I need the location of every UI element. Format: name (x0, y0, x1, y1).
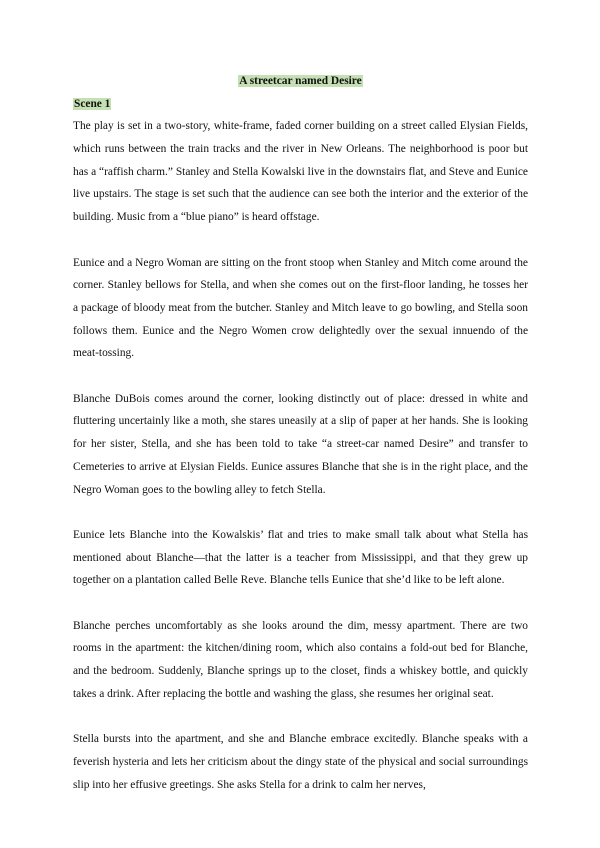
paragraph: Blanche perches uncomfortably as she looks around the dim, messy apartment. There are two rooms in the apartment: the kitchen/dining room, which also contains a fold-out bed for Blanche, and the bedroom. Suddenly, Blanche springs up to the closet, finds a whiskey bottle, and quickly takes a drink. After replacing the bottle and washing the glass, she resumes her original seat. (73, 619, 528, 700)
paragraph: Eunice and a Negro Woman are sitting on the front stoop when Stanley and Mitch come around the corner. Stanley bellows for Stella, and when she comes out on the first-floor landing, he tosses her a package of bloody meat from the butcher. Stanley and Mitch leave to go bowling, and Stella soon follows them. Eunice and the Negro Women crow delightedly over the sexual innuendo of the meat-tossing. (73, 256, 528, 360)
document-title: A streetcar named Desire (239, 75, 362, 87)
paragraph: Blanche DuBois comes around the corner, looking distinctly out of place: dressed in white and fluttering uncertainly like a moth, she stares uneasily at a slip of paper at her hands. She is looking for her sister, Stella, and she has been told to take “a street-car named Desire” and transfer to Cemeteries to arrive at Elysian Fields. Eunice assures Blanche that she is in the right place, and the Negro Woman goes to the bowling alley to fetch Stella. (73, 392, 528, 496)
title-line (73, 70, 528, 93)
scene-heading-line (73, 93, 528, 116)
paragraph: The play is set in a two-story, white-frame, faded corner building on a street called Elysian Fields, which runs between the train tracks and the river in New Orleans. The neighborhood is poor but has a “raffish charm.” Stanley and Stella Kowalski live in the downstairs flat, and Steve and Eunice live upstairs. The stage is set such that the audience can see both the interior and the exterior of the building. Music from a “blue piano” is heard offstage. (73, 120, 528, 224)
paragraph: Eunice lets Blanche into the Kowalskis’ flat and tries to make small talk about what Stella has mentioned about Blanche—that the latter is a teacher from Mississippi, and that they grew up together on a plantation called Belle Reve. Blanche tells Eunice that she’d like to be left alone. (73, 528, 528, 587)
paragraph: Stella bursts into the apartment, and she and Blanche embrace excitedly. Blanche speaks with a feverish hysteria and lets her criticism about the dingy state of the physical and social surroundings slip into her effusive greetings. She asks Stella for a drink to calm her nerves, (73, 733, 528, 791)
document-body (73, 70, 528, 819)
scene-heading: Scene 1 (74, 97, 111, 110)
